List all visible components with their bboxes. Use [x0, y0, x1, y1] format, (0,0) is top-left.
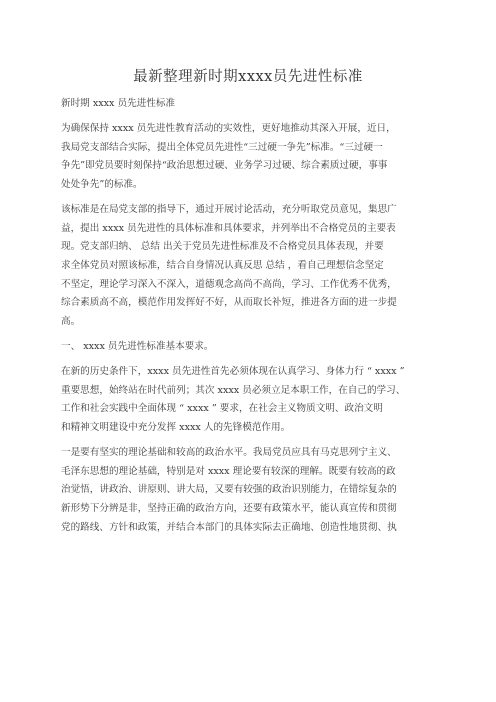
paragraph-line: 现。党支部归纳、 总结 出关于党员先进性标准及不合格党员具体表现，并要 — [61, 241, 384, 252]
document-title: 最新整理新时期xxxx员先进性标准 — [133, 69, 363, 85]
paragraph-line: 一是要有坚实的理论基础和较高的政治水平。我局党员应具有马克思列宁主义、 — [61, 447, 397, 458]
section-heading: 一、 xxxx 员先进性标准基本要求。 — [61, 341, 214, 352]
paragraph-line: 高。 — [61, 316, 81, 327]
paragraph-line: 新形势下分辨是非，坚持正确的政治方向，还要有政策水平，能认真宣传和贯彻 — [61, 503, 397, 514]
paragraph-line: 我局党支部结合实际，提出全体党员先进性“三过硬一争先”标准。“三过硬一 — [61, 142, 383, 153]
paragraph-line: 综合素质高不高，模范作用发挥好不好，从而取长补短，推进各方面的进一步提 — [61, 297, 397, 308]
paragraph-line: 不坚定，理论学习深入不深入，道德观念高尚不高尚，学习、工作优秀不优秀， — [61, 279, 397, 290]
paragraph-line: 毛泽东思想的理论基础，特别是对 xxxx 理论要有较深的理解。既要有较高的政 — [61, 466, 396, 477]
paragraph-line: 求全体党员对照该标准，结合自身情况认真反思 总结 ，看自己理想信念坚定 — [61, 260, 384, 271]
paragraph-line: 重要思想，始终站在时代前列；其次 xxxx 员必须立足本职工作，在自己的学习、 — [61, 385, 406, 396]
paragraph-line: 工作和社会实践中全面体现 “ xxxx ” 要求，在社会主义物质文明、政治文明 — [61, 403, 383, 414]
paragraph-line: 治觉悟，讲政治、讲原则、讲大局，又要有较强的政治识别能力，在错综复杂的 — [61, 484, 397, 495]
paragraph-line: 益，提出 xxxx 员先进性的具体标准和具体要求，并列举出不合格党员的主要表 — [61, 223, 396, 234]
paragraph-line: 争先”即党员要时刻保持“政治思想过硬、业务学习过硬、综合素质过硬，事事 — [61, 160, 388, 171]
paragraph-line: 处处争先”的标准。 — [61, 179, 143, 190]
paragraph-line: 该标准是在局党支部的指导下，通过开展讨论活动，充分听取党员意见，集思广 — [61, 204, 397, 215]
paragraph-line: 为确保保持 xxxx 员先进性教育活动的实效性，更好地推动其深入开展，近日， — [61, 123, 396, 134]
subtitle-line: 新时期 xxxx 员先进性标准 — [61, 98, 176, 109]
paragraph-line: 党的路线、方针和政策，并结合本部门的具体实际去正确地、创造性地贯彻、执 — [61, 522, 397, 533]
paragraph-line: 在新的历史条件下，xxxx 员先进性首先必须体现在认真学习、身体力行 “ xxxx ” — [61, 366, 405, 377]
paragraph-line: 和精神文明建设中充分发挥 xxxx 人的先锋模范作用。 — [61, 422, 291, 433]
